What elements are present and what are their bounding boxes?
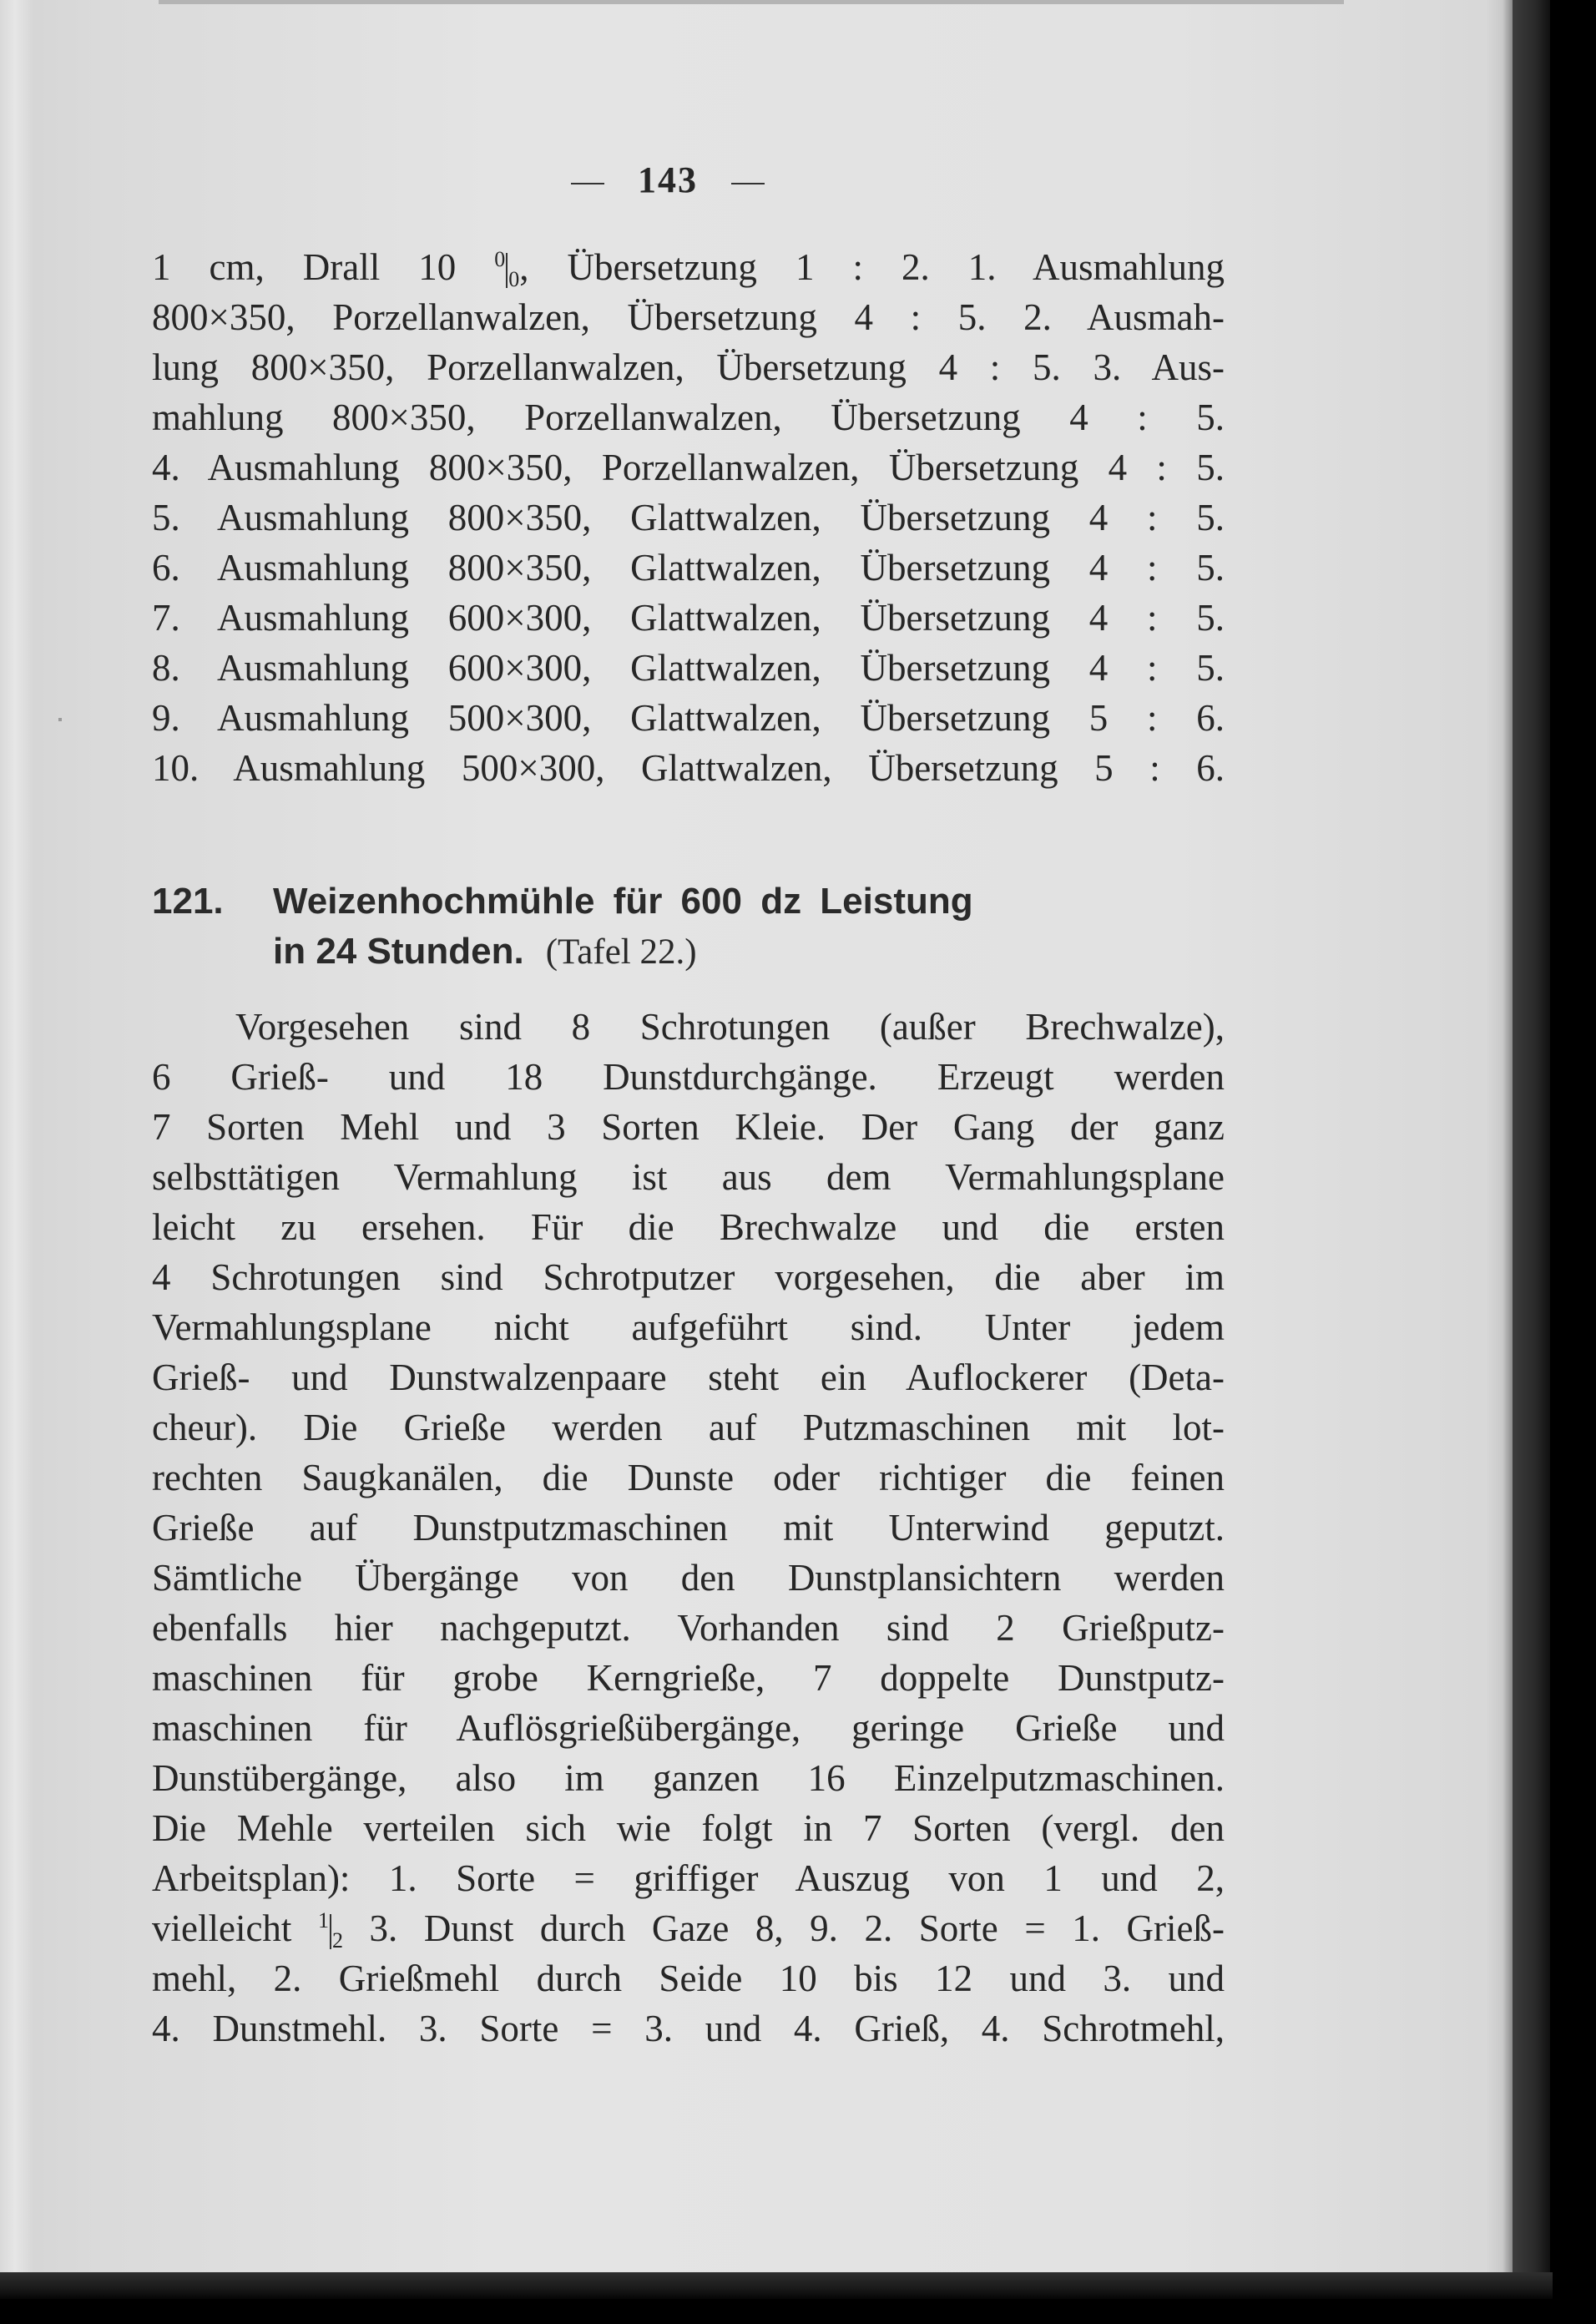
fraction-denominator: 0 <box>508 267 520 291</box>
fraction-denominator: 2 <box>331 1928 343 1953</box>
text-fragment: , Übersetzung 1 : 2. 1. Ausmahlung <box>519 246 1225 288</box>
page-number-header <box>501 159 835 201</box>
fraction-numerator: 0 <box>494 247 506 271</box>
text-line: mahlung 800×350, Porzellanwalzen, Übersetzung 4 : 5. <box>152 397 1225 438</box>
text-line: maschinen für Auflösgrießübergänge, geringe Grieße und <box>152 1707 1225 1749</box>
dash-right <box>731 183 765 184</box>
margin-speck <box>58 718 62 721</box>
text-line: 5. Ausmahlung 800×350, Glattwalzen, Übersetzung 4 : 5. <box>152 497 1225 538</box>
fraction-bar <box>506 253 508 288</box>
text-line: leicht zu ersehen. Für die Brechwalze und die ersten <box>152 1206 1225 1248</box>
heading-line-1 <box>152 877 1225 927</box>
text-line: 8. Ausmahlung 600×300, Glattwalzen, Übersetzung 4 : 5. <box>152 647 1225 689</box>
text-line: rechten Saugkanälen, die Dunste oder richtiger die feinen <box>152 1457 1225 1498</box>
body-paragraph <box>152 1002 1225 2054</box>
section-title-line-2: in 24 Stunden. <box>273 931 524 972</box>
book-binding-right-edge <box>1513 0 1550 2279</box>
text-fragment: 3. Dunst durch Gaze 8, 9. 2. Sorte = 1. Grieß- <box>342 1907 1225 1949</box>
plate-reference: (Tafel 22.) <box>545 932 697 972</box>
book-binding-bottom-edge <box>0 2272 1553 2299</box>
text-line: Sämtliche Übergänge von den Dunstplansichtern werden <box>152 1557 1225 1599</box>
fraction-bar <box>330 1914 331 1949</box>
text-line: Vermahlungsplane nicht aufgeführt sind. Unter jedem <box>152 1306 1225 1348</box>
text-line: Grieße auf Dunstputzmaschinen mit Unterwind geputzt. <box>152 1507 1225 1548</box>
text-line: Vorgesehen sind 8 Schrotungen (außer Brechwalze), <box>235 1006 1225 1048</box>
text-line: 7 Sorten Mehl und 3 Sorten Kleie. Der Gang der ganz <box>152 1106 1225 1148</box>
text-line: maschinen für grobe Kerngrieße, 7 doppelte Dunstputz- <box>152 1657 1225 1699</box>
text-line: Arbeitsplan): 1. Sorte = griffiger Auszug von 1 und 2, <box>152 1857 1225 1899</box>
text-line: selbsttätigen Vermahlung ist aus dem Vermahlungsplane <box>152 1156 1225 1198</box>
section-heading <box>152 877 1225 977</box>
page-number: 143 <box>638 159 698 200</box>
text-line: Dunstübergänge, also im ganzen 16 Einzelputzmaschinen. <box>152 1757 1225 1799</box>
fraction-numerator: 1 <box>317 1908 329 1932</box>
heading-line-2 <box>152 927 1225 977</box>
text-line: 4 Schrotungen sind Schrotputzer vorgesehen, die aber im <box>152 1256 1225 1298</box>
text-line: mehl, 2. Grießmehl durch Seide 10 bis 12 und 3. und <box>152 1958 1225 1999</box>
text-line: cheur). Die Grieße werden auf Putzmaschinen mit lot- <box>152 1407 1225 1448</box>
text-line <box>152 1903 1225 1953</box>
section-number: 121. <box>152 881 224 922</box>
text-fragment: 1 cm, Drall 10 <box>152 246 495 288</box>
text-line: 9. Ausmahlung 500×300, Glattwalzen, Übersetzung 5 : 6. <box>152 697 1225 739</box>
text-line: 7. Ausmahlung 600×300, Glattwalzen, Übersetzung 4 : 5. <box>152 597 1225 639</box>
dash-left <box>571 183 604 184</box>
text-line: ebenfalls hier nachgeputzt. Vorhanden sind 2 Grießputz- <box>152 1607 1225 1649</box>
text-fragment: vielleicht <box>152 1907 318 1949</box>
half-fraction <box>317 1908 343 1953</box>
text-line: 6. Ausmahlung 800×350, Glattwalzen, Übersetzung 4 : 5. <box>152 547 1225 589</box>
text-line <box>152 242 1225 292</box>
text-line: Grieß- und Dunstwalzenpaare steht ein Auflockerer (Deta- <box>152 1357 1225 1398</box>
page-top-edge-shadow <box>159 0 1344 4</box>
text-line: 800×350, Porzellanwalzen, Übersetzung 4 : 5. 2. Ausmah- <box>152 296 1225 338</box>
section-title-line-1: Weizenhochmühle für 600 dz Leistung <box>273 881 973 922</box>
per-mille-sign <box>494 247 520 291</box>
text-line: lung 800×350, Porzellanwalzen, Übersetzung 4 : 5. 3. Aus- <box>152 346 1225 388</box>
text-line: 10. Ausmahlung 500×300, Glattwalzen, Übersetzung 5 : 6. <box>152 747 1225 789</box>
text-line: 6 Grieß- und 18 Dunstdurchgänge. Erzeugt werden <box>152 1056 1225 1098</box>
text-line: 4. Dunstmehl. 3. Sorte = 3. und 4. Grieß, 4. Schrotmehl, <box>152 2008 1225 2049</box>
text-line: Die Mehle verteilen sich wie folgt in 7 Sorten (vergl. den <box>152 1807 1225 1849</box>
text-line: 4. Ausmahlung 800×350, Porzellanwalzen, Übersetzung 4 : 5. <box>152 447 1225 488</box>
continuation-paragraph <box>152 242 1225 793</box>
